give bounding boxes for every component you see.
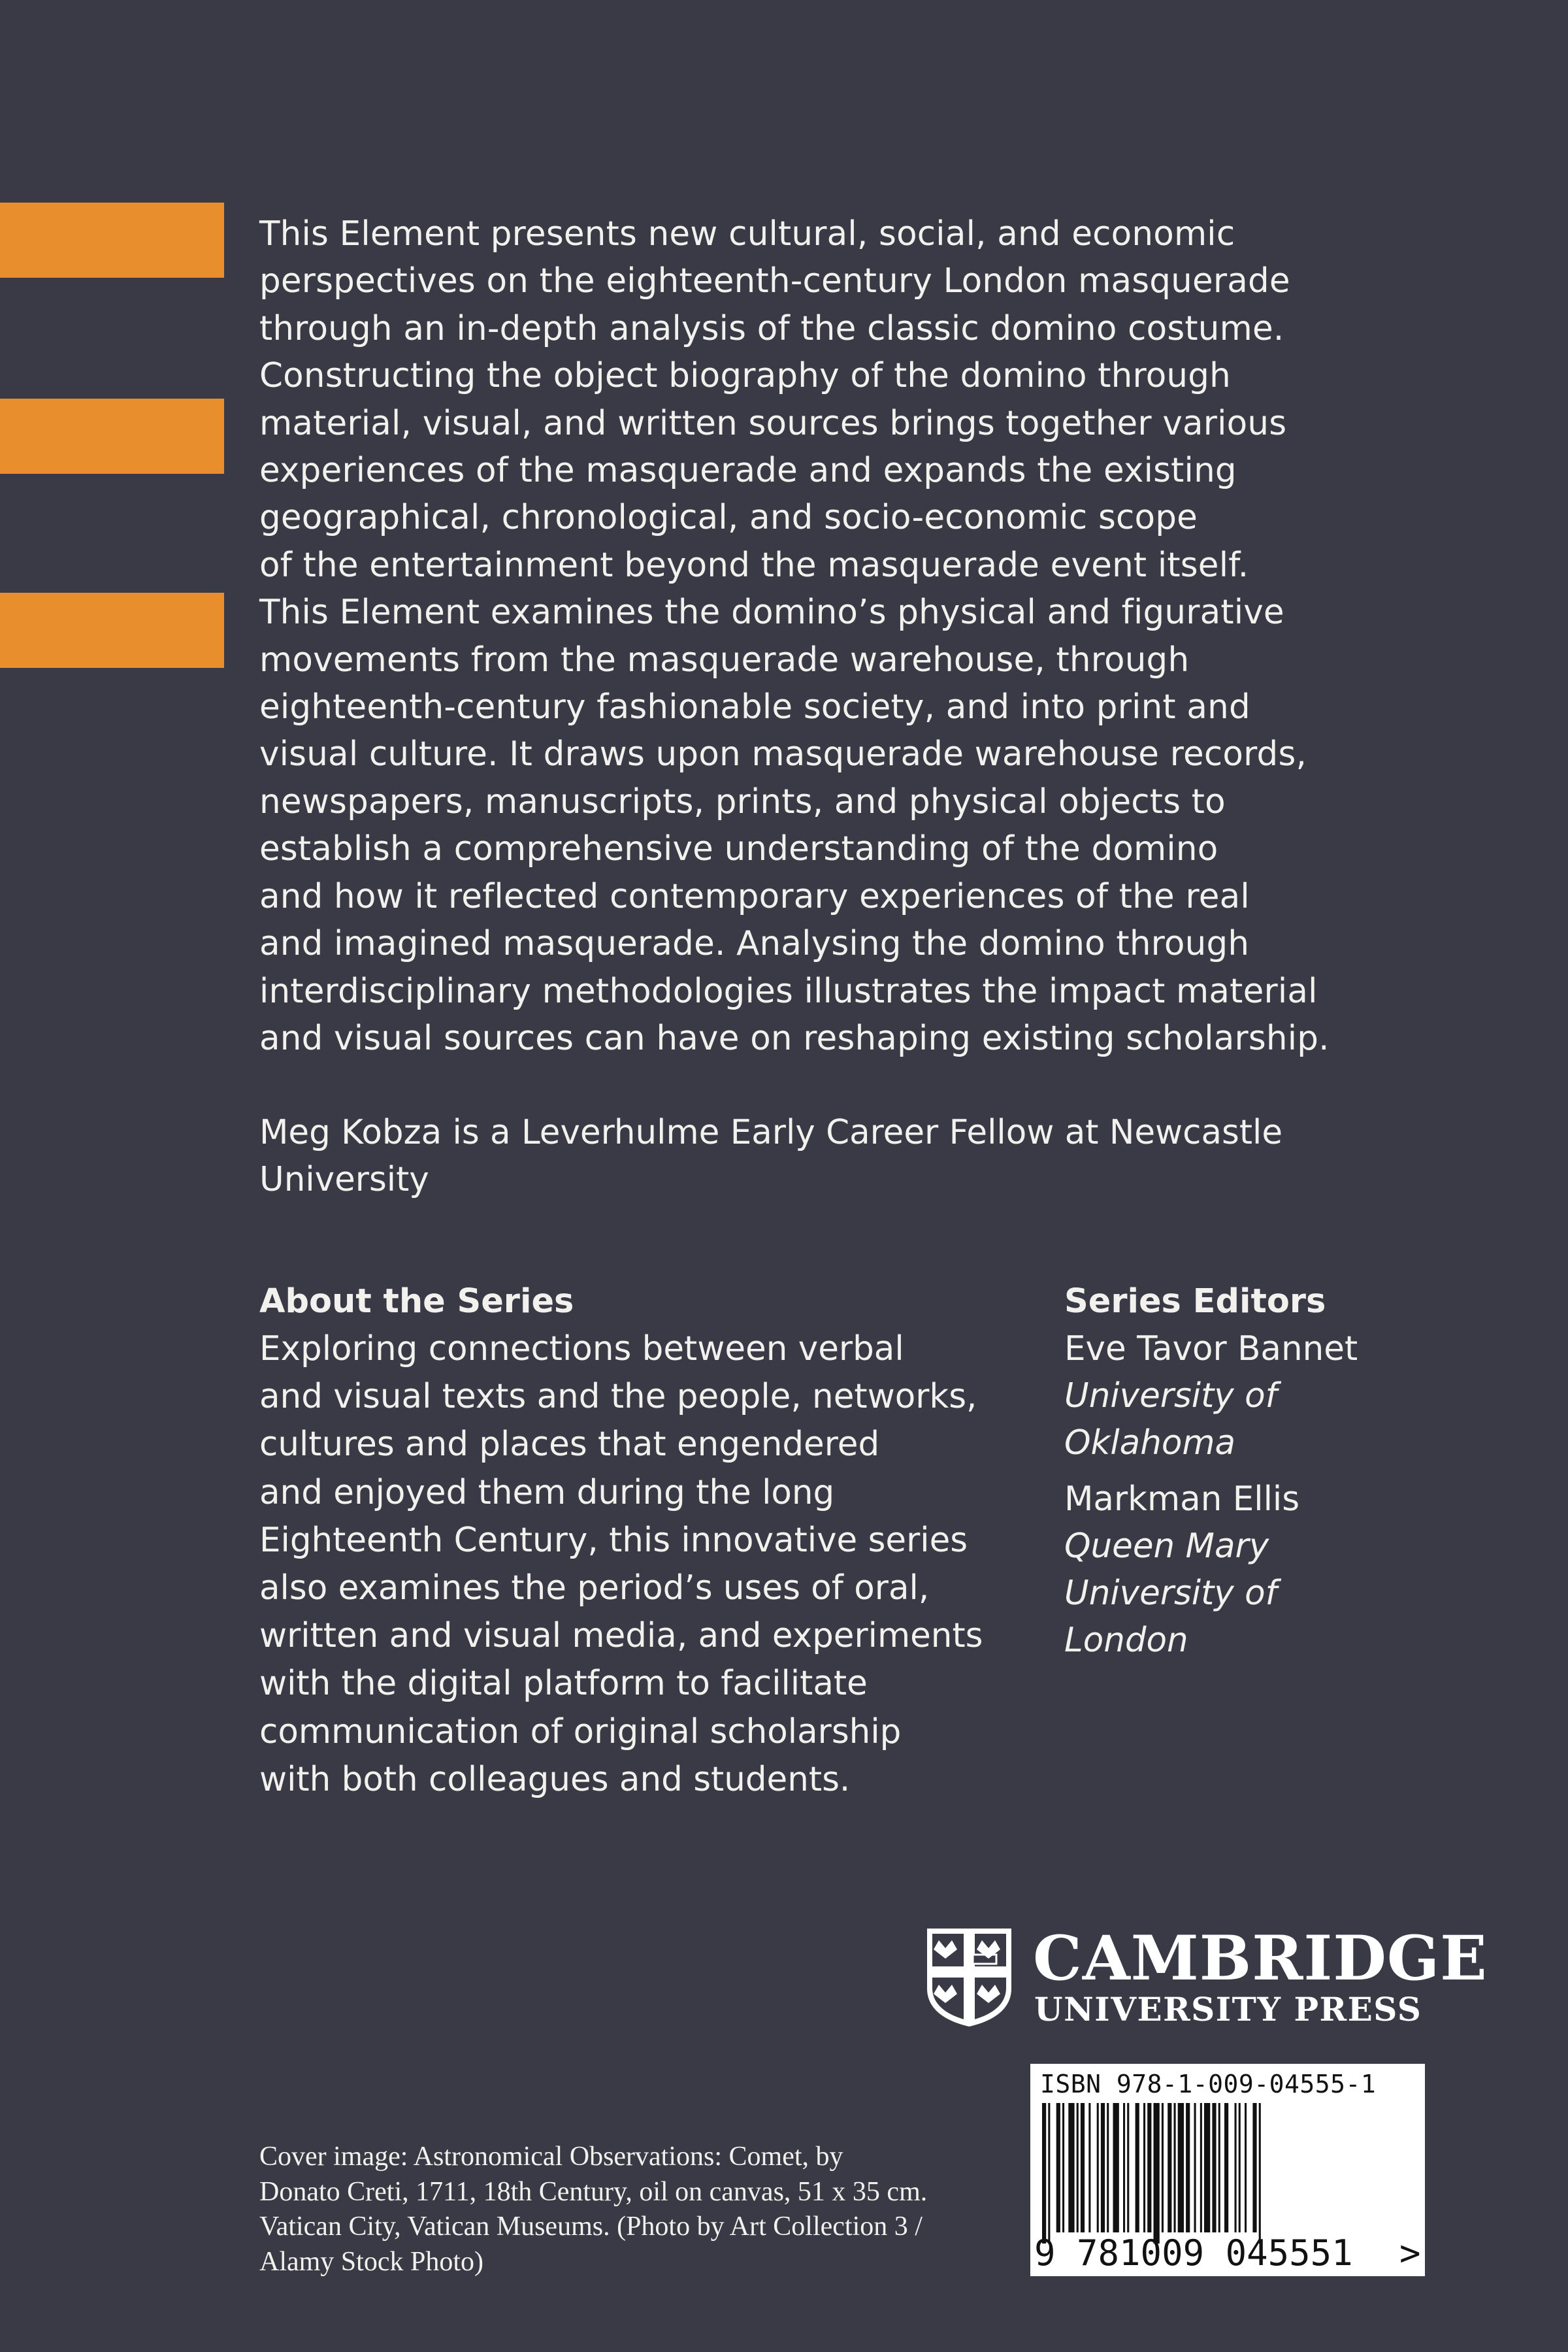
- barcode-bar: [1235, 2103, 1237, 2232]
- author-bio: Meg Kobza is a Leverhulme Early Career Fellow at Newcastle University: [259, 1113, 1283, 1200]
- barcode-digits: 9 781009 045551: [1034, 2232, 1353, 2274]
- barcode-bar: [1101, 2103, 1105, 2232]
- barcode-bar: [1056, 2103, 1060, 2232]
- accent-stripe-middle: [0, 399, 224, 474]
- cover-image-credit: Cover image: Astronomical Observations: Comet, by Donato Creti, 1711, 18th Century, oil on canvas, 51 x 35 cm. Vatican City, Vatican Museums. (Photo by Art Collection 3 / Alamy Stock Photo): [259, 2142, 928, 2277]
- accent-stripe-top: [0, 203, 224, 278]
- barcode-bar: [1245, 2103, 1247, 2232]
- barcode-bar: [1147, 2103, 1151, 2232]
- barcode-bar: [1048, 2103, 1050, 2244]
- barcode-bar: [1194, 2103, 1196, 2232]
- barcode-bar: [1113, 2103, 1119, 2232]
- barcode-bar: [1123, 2103, 1125, 2232]
- barcode-bar: [1162, 2103, 1164, 2232]
- barcode-bar: [1042, 2103, 1046, 2244]
- about-series-section: [259, 1278, 1063, 1804]
- publisher-subname: UNIVERSITY PRESS: [1034, 1990, 1422, 2029]
- barcode-bar: [1224, 2103, 1228, 2232]
- isbn-label: ISBN 978-1-009-04555-1: [1040, 2070, 1377, 2098]
- isbn-barcode: [1030, 2064, 1425, 2276]
- series-editors-heading: Series Editors: [1064, 1282, 1326, 1321]
- editor-name: Eve Tavor Bannet: [1064, 1329, 1358, 1368]
- barcode-bar: [1200, 2103, 1202, 2232]
- barcode-bar: [1081, 2103, 1085, 2232]
- barcode-bar: [1077, 2103, 1079, 2232]
- barcode-bar: [1186, 2103, 1190, 2232]
- about-series-heading: About the Series: [259, 1282, 574, 1321]
- barcode-bar: [1178, 2103, 1184, 2232]
- publisher-logo: [924, 1923, 1488, 2029]
- barcode-bar: [1062, 2103, 1064, 2232]
- shield-crest-icon: [924, 1926, 1014, 2028]
- barcode-bar: [1174, 2103, 1176, 2232]
- editor-affiliation: Queen Mary University of London: [1064, 1527, 1277, 1660]
- barcode-bar: [1127, 2103, 1129, 2232]
- barcode-bar: [1239, 2103, 1241, 2232]
- barcode-end-mark: >: [1399, 2232, 1421, 2274]
- barcode-bar: [1143, 2103, 1145, 2232]
- barcode-bar: [1088, 2103, 1090, 2232]
- barcode-bar: [1154, 2103, 1160, 2244]
- barcode-bar: [1259, 2103, 1261, 2244]
- barcode-bar: [1252, 2103, 1256, 2232]
- barcode-bar: [1168, 2103, 1171, 2232]
- barcode-bar: [1135, 2103, 1139, 2232]
- barcode-bar: [1204, 2103, 1210, 2232]
- book-description: This Element presents new cultural, social, and economic perspectives on the eighteenth-century London masquerade through an in-depth analysis of the classic domino costume. Constructing the object biography of the domino through material, visual, and written sources brings together various experiences of the masquerade and expands the existing geographical, chronological, and socio-economic scope of the entertainment beyond the masquerade event itself. This Element examines the domino’s physical and figurative movements from the masquerade warehouse, through eighteenth-century fashionable society, and into print and visual culture. It draws upon masquerade warehouse records, newspapers, manuscripts, prints, and physical objects to establish a comprehensive understanding of the domino and how it reflected contemporary experiences of the real and imagined masquerade. Analysing the domino through interdisciplinary methodologies illustrates the impact material and visual sources can have on reshaping existing scholarship.: [259, 214, 1330, 1058]
- editor-entry: [1064, 1476, 1469, 1664]
- editor-affiliation: University of Oklahoma: [1064, 1376, 1277, 1463]
- barcode-bar: [1107, 2103, 1109, 2232]
- barcode-bar: [1218, 2103, 1220, 2232]
- editor-name: Markman Ellis: [1064, 1480, 1300, 1519]
- barcode-bar: [1068, 2103, 1074, 2232]
- series-editors-section: [1064, 1278, 1469, 1664]
- editor-entry: [1064, 1325, 1469, 1466]
- publisher-name: CAMBRIDGE: [1033, 1923, 1488, 1995]
- about-series-text: Exploring connections between verbal and visual texts and the people, networks, cultures and places that engendered and enjoyed them during the long Eighteenth Century, this innovative series also examines the period’s uses of oral, written and visual media, and experiments with the digital platform to facilitate communication of original scholarship with both colleagues and students.: [259, 1329, 983, 1799]
- barcode-bar: [1097, 2103, 1099, 2232]
- accent-stripe-bottom: [0, 593, 224, 668]
- barcode-bar: [1212, 2103, 1216, 2232]
